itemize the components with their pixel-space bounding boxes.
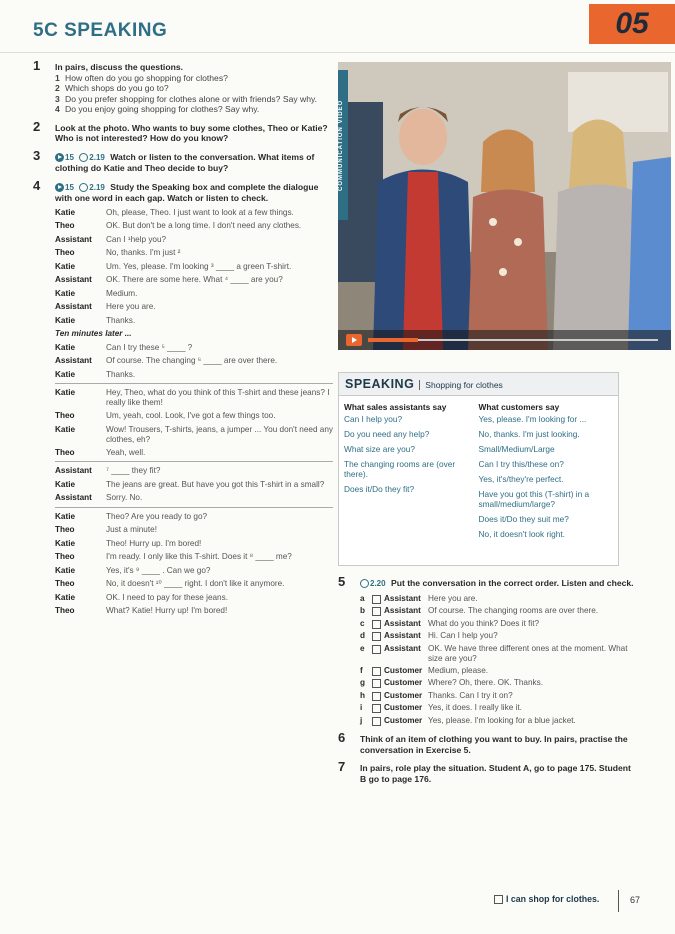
item-letter: e xyxy=(360,643,365,653)
dialogue-text: What? Katie! Hurry up! I'm bored! xyxy=(106,606,228,615)
exercise-instruction: Watch or listen to the conversation. What items of clothing do Katie and Theo decide to buy? xyxy=(55,151,315,173)
dialogue-text: No, it doesn't ¹⁰ ____ right. I don't like it anymore. xyxy=(106,579,285,588)
question-item xyxy=(55,73,333,84)
dialogue-text: Medium. xyxy=(106,288,138,298)
speaker-name: Katie xyxy=(55,342,76,352)
dialogue-line xyxy=(55,552,333,563)
speaker-role: Customer xyxy=(384,703,423,712)
dialogue-line xyxy=(55,593,333,604)
speaker-name: Theo xyxy=(55,552,75,561)
sales-assistant-column xyxy=(344,402,479,544)
item-text: Medium, please. xyxy=(428,665,489,675)
item-text: Yes, please. I'm looking for a blue jacket. xyxy=(428,715,576,725)
item-letter: d xyxy=(360,631,366,640)
phrase-item: Can I help you? xyxy=(344,414,403,424)
speaker-name: Theo xyxy=(55,606,75,615)
dialogue-line xyxy=(55,525,333,536)
divider xyxy=(55,383,333,384)
order-checkbox[interactable] xyxy=(372,620,381,629)
speaker-name: Assistant xyxy=(55,493,92,502)
exercise-instruction: Think of an item of clothing you want to buy. In pairs, practise the conversation in Exercise 5. xyxy=(360,734,628,755)
speaker-name: Katie xyxy=(55,288,76,298)
phrase-item: No, thanks. I'm just looking. xyxy=(478,429,580,439)
can-do-checkbox[interactable] xyxy=(494,895,503,904)
dialogue-line xyxy=(55,512,333,523)
speaker-role: Customer xyxy=(384,715,423,725)
customer-column xyxy=(479,402,614,544)
order-checkbox[interactable] xyxy=(372,632,381,641)
item-text: Where? Oh, there. OK. Thanks. xyxy=(428,678,543,687)
dialogue-text: Yes, it's ⁹ ____ . Can we go? xyxy=(106,565,211,575)
speaker-name: Katie xyxy=(55,565,76,575)
speaker-role: Customer xyxy=(384,665,423,675)
audio-ref[interactable]: 2.19 xyxy=(79,153,105,164)
phrase-item: No, it doesn't look right. xyxy=(478,529,565,539)
dialogue-line xyxy=(55,566,333,577)
audio-cd-icon xyxy=(79,183,88,192)
order-checkbox[interactable] xyxy=(372,704,381,713)
phrase-item: Do you need any help? xyxy=(344,429,430,439)
item-letter: g xyxy=(360,678,366,687)
dialogue-line xyxy=(55,579,333,590)
exercise-2 xyxy=(33,118,333,144)
item-text: Of course. The changing rooms are over there. xyxy=(428,606,599,615)
phrase-item: What size are you? xyxy=(344,444,416,454)
exercise-3 xyxy=(33,147,333,174)
phrase-item: The changing rooms are (over there). xyxy=(344,459,456,479)
audio-ref[interactable]: 2.19 xyxy=(79,183,105,194)
ordering-item xyxy=(360,678,638,689)
dialogue-line xyxy=(55,606,333,617)
order-checkbox[interactable] xyxy=(372,667,381,676)
conversation-photo xyxy=(338,62,671,350)
dialogue-line xyxy=(55,411,333,422)
exercise-number: 3 xyxy=(33,147,41,163)
dialogue-line xyxy=(55,302,333,313)
left-column xyxy=(33,58,333,625)
dialogue-line xyxy=(55,316,333,327)
dialogue-text: Thanks. xyxy=(106,369,136,379)
exercise-6 xyxy=(338,730,638,755)
dialogue-text: Thanks. xyxy=(106,315,136,325)
audio-cd-icon xyxy=(79,153,88,162)
speaker-name: Assistant xyxy=(55,356,92,365)
dialogue-line xyxy=(55,370,333,381)
divider xyxy=(55,507,333,508)
video-progress xyxy=(368,338,418,342)
question-text: Which shops do you go to? xyxy=(65,83,169,93)
question-number: 4 xyxy=(55,104,60,114)
dialogue-line xyxy=(55,275,333,286)
ordering-item xyxy=(360,619,638,630)
dialogue-text: Hey, Theo, what do you think of this T-shirt and these jeans? I really like them! xyxy=(106,388,330,407)
item-letter: h xyxy=(360,690,366,700)
question-text: How often do you go shopping for clothes? xyxy=(65,72,228,83)
speaking-box-subtitle: Shopping for clothes xyxy=(419,380,503,390)
speaker-name: Katie xyxy=(55,511,76,521)
item-text: Hi. Can I help you? xyxy=(428,631,498,640)
question-text: Do you prefer shopping for clothes alone or with friends? Say why. xyxy=(65,93,318,104)
dialogue-text: Sorry. No. xyxy=(106,493,143,502)
exercise-instruction: In pairs, discuss the questions. xyxy=(55,62,183,72)
speaker-role: Assistant xyxy=(384,593,421,603)
dialogue-text: Here you are. xyxy=(106,302,156,311)
unit-number-badge: 05 xyxy=(589,4,675,44)
speaker-name: Theo xyxy=(55,579,75,588)
exercise-number: 4 xyxy=(33,177,41,193)
speaker-name: Katie xyxy=(55,315,76,325)
question-item xyxy=(55,104,333,115)
ordering-item xyxy=(360,666,638,677)
order-checkbox[interactable] xyxy=(372,692,381,701)
dialogue-text: Oh, please, Theo. I just want to look at a few things. xyxy=(106,207,294,217)
item-letter: c xyxy=(360,618,365,628)
dialogue-text: Of course. The changing ⁶ ____ are over there. xyxy=(106,356,278,365)
item-text: Here you are. xyxy=(428,593,478,603)
dialogue-line xyxy=(55,289,333,300)
item-text: Yes, it does. I really like it. xyxy=(428,703,522,712)
column-heading: What sales assistants say xyxy=(344,402,447,412)
exercise-7 xyxy=(338,759,638,784)
ordering-item xyxy=(360,691,638,702)
exercise-number: 5 xyxy=(338,574,346,589)
dialogue-line xyxy=(55,493,333,504)
phrase-item: Yes, it's/they're perfect. xyxy=(478,474,564,484)
speaker-role: Assistant xyxy=(384,606,421,615)
page-header xyxy=(0,0,675,53)
phrase-item: Have you got this (T-shirt) in a small/medium/large? xyxy=(478,489,590,509)
audio-cd-icon xyxy=(360,579,369,588)
speaker-name: Theo xyxy=(55,248,75,257)
dialogue-line xyxy=(55,356,333,367)
video-side-label: COMMUNICATION VIDEO xyxy=(338,70,348,220)
dialogue-line xyxy=(55,425,333,445)
dialogue-line xyxy=(55,388,333,408)
speaker-name: Assistant xyxy=(55,302,92,311)
dialogue-line xyxy=(55,208,333,219)
dialogue-text: OK. There are some here. What ⁴ ____ are you? xyxy=(106,275,283,284)
speaker-name: Katie xyxy=(55,424,76,434)
exercise-instruction: Study the Speaking box and complete the dialogue with one word in each gap. Watch or listen to check. xyxy=(55,181,319,203)
dialogue-line xyxy=(55,221,333,232)
dialogue-line xyxy=(55,248,333,259)
question-number: 1 xyxy=(55,72,60,83)
speaker-name: Theo xyxy=(55,221,75,230)
dialogue-text: No, thanks. I'm just ² xyxy=(106,248,181,257)
dialogue-line xyxy=(55,539,333,550)
ordering-item xyxy=(360,703,638,714)
dialogue-text: Just a minute! xyxy=(106,525,157,534)
exercise-instruction: In pairs, role play the situation. Student A, go to page 175. Student B go to page 176. xyxy=(360,763,631,784)
speaker-role: Customer xyxy=(384,690,423,700)
video-ref[interactable]: 15 xyxy=(55,153,74,164)
order-checkbox[interactable] xyxy=(372,607,381,616)
exercise-number: 6 xyxy=(338,730,346,745)
ordering-item xyxy=(360,631,638,642)
dialogue-text: Theo! Hurry up. I'm bored! xyxy=(106,538,202,548)
item-letter: f xyxy=(360,665,363,675)
phrase-item: Does it/Do they fit? xyxy=(344,484,415,494)
speaker-name: Theo xyxy=(55,525,75,534)
speaking-box-title: SPEAKING xyxy=(345,377,415,391)
speaker-role: Assistant xyxy=(384,618,421,628)
dialogue-text: Can I ¹help you? xyxy=(106,234,167,244)
speaker-role: Assistant xyxy=(384,631,421,640)
video-play-button[interactable] xyxy=(346,334,362,346)
narration: Ten minutes later ... xyxy=(55,329,132,338)
speaker-role: Customer xyxy=(384,678,423,687)
dialogue-text: ⁷ ____ they fit? xyxy=(106,466,161,475)
exercise-instruction: Put the conversation in the correct order. Listen and check. xyxy=(390,578,634,588)
dialogue-text: Wow! Trousers, T-shirts, jeans, a jumper ... You don't need any clothes, eh? xyxy=(106,424,333,444)
footer-divider xyxy=(618,890,619,912)
exercise-4 xyxy=(33,177,333,617)
question-number: 3 xyxy=(55,93,60,104)
divider xyxy=(55,461,333,462)
can-do-statement: I can shop for clothes. xyxy=(494,894,599,904)
speaking-box xyxy=(338,372,619,566)
question-item xyxy=(55,94,333,105)
item-text: What do you think? Does it fit? xyxy=(428,618,540,628)
dialogue-line xyxy=(55,343,333,354)
video-ref[interactable]: 15 xyxy=(55,183,74,194)
speaker-name: Katie xyxy=(55,207,76,217)
dialogue-line xyxy=(55,235,333,246)
unit-title: 5C SPEAKING xyxy=(33,20,168,41)
dialogue-text: Theo? Are you ready to go? xyxy=(106,511,208,521)
speaking-box-header xyxy=(339,373,618,396)
phrase-item: Yes, please. I'm looking for ... xyxy=(478,414,587,424)
phrase-item: Does it/Do they suit me? xyxy=(478,514,569,524)
video-control-bar[interactable] xyxy=(338,330,671,350)
speaker-name: Assistant xyxy=(55,275,92,284)
ordering-item xyxy=(360,594,638,605)
dialogue-text: I'm ready. I only like this T-shirt. Does it ⁸ ____ me? xyxy=(106,552,292,561)
dialogue-line xyxy=(55,448,333,459)
dialogue-line xyxy=(55,262,333,273)
item-letter: b xyxy=(360,606,366,615)
exercise-instruction: Look at the photo. Who wants to buy some clothes, Theo or Katie? Who is not interested? How do you know? xyxy=(55,122,328,143)
speaker-role: Assistant xyxy=(384,643,421,653)
dialogue-text: Um. Yes, please. I'm looking ³ ____ a green T-shirt. xyxy=(106,261,292,271)
dialogue-line xyxy=(55,466,333,477)
exercise-5 xyxy=(338,574,638,726)
item-text: Thanks. Can I try it on? xyxy=(428,690,513,700)
ordering-item xyxy=(360,716,638,727)
speaker-name: Katie xyxy=(55,388,76,397)
speaker-name: Assistant xyxy=(55,234,92,244)
speaker-name: Katie xyxy=(55,261,76,271)
ordering-item xyxy=(360,644,638,664)
dialogue-text: Yeah, well. xyxy=(106,447,146,457)
speaker-name: Katie xyxy=(55,369,76,379)
speaker-name: Katie xyxy=(55,592,76,602)
column-heading: What customers say xyxy=(478,402,560,412)
speaker-name: Theo xyxy=(55,447,75,457)
audio-ref[interactable]: 2.20 xyxy=(360,579,386,590)
item-letter: i xyxy=(360,703,363,712)
phrase-item: Can I try this/these on? xyxy=(478,459,564,469)
dialogue-text: The jeans are great. But have you got this T-shirt in a small? xyxy=(106,479,325,489)
exercise-1 xyxy=(33,58,333,115)
dialogue-text: OK. But don't be a long time. I don't need any clothes. xyxy=(106,221,302,230)
dialogue-line xyxy=(55,480,333,491)
speaker-name: Katie xyxy=(55,479,76,489)
speaker-name: Theo xyxy=(55,411,75,420)
page-number: 67 xyxy=(630,895,641,905)
play-icon xyxy=(55,153,64,162)
dialogue-text: Um, yeah, cool. Look, I've got a few things too. xyxy=(106,411,276,420)
shop-scene-illustration xyxy=(338,62,671,350)
dialogue-text: OK. I need to pay for these jeans. xyxy=(106,592,228,602)
order-checkbox[interactable] xyxy=(372,595,381,604)
question-text: Do you enjoy going shopping for clothes? Say why. xyxy=(65,104,260,114)
item-letter: j xyxy=(360,715,363,725)
exercise-number: 7 xyxy=(338,759,346,774)
question-number: 2 xyxy=(55,83,60,93)
question-item xyxy=(55,83,333,94)
dialogue-text: Can I try these ⁵ ____ ? xyxy=(106,342,193,352)
dialogue xyxy=(55,208,333,617)
item-text: OK. We have three different ones at the moment. What size are you? xyxy=(428,643,628,663)
ordering-item xyxy=(360,606,638,617)
order-checkbox[interactable] xyxy=(372,645,381,654)
play-icon xyxy=(55,183,64,192)
order-checkbox[interactable] xyxy=(372,679,381,688)
speaker-name: Katie xyxy=(55,538,76,548)
exercise-number: 1 xyxy=(33,58,41,73)
speaker-name: Assistant xyxy=(55,466,92,475)
order-checkbox[interactable] xyxy=(372,717,381,726)
exercise-number: 2 xyxy=(33,118,41,134)
right-column xyxy=(338,574,638,792)
phrase-item: Small/Medium/Large xyxy=(478,444,555,454)
item-letter: a xyxy=(360,593,365,603)
